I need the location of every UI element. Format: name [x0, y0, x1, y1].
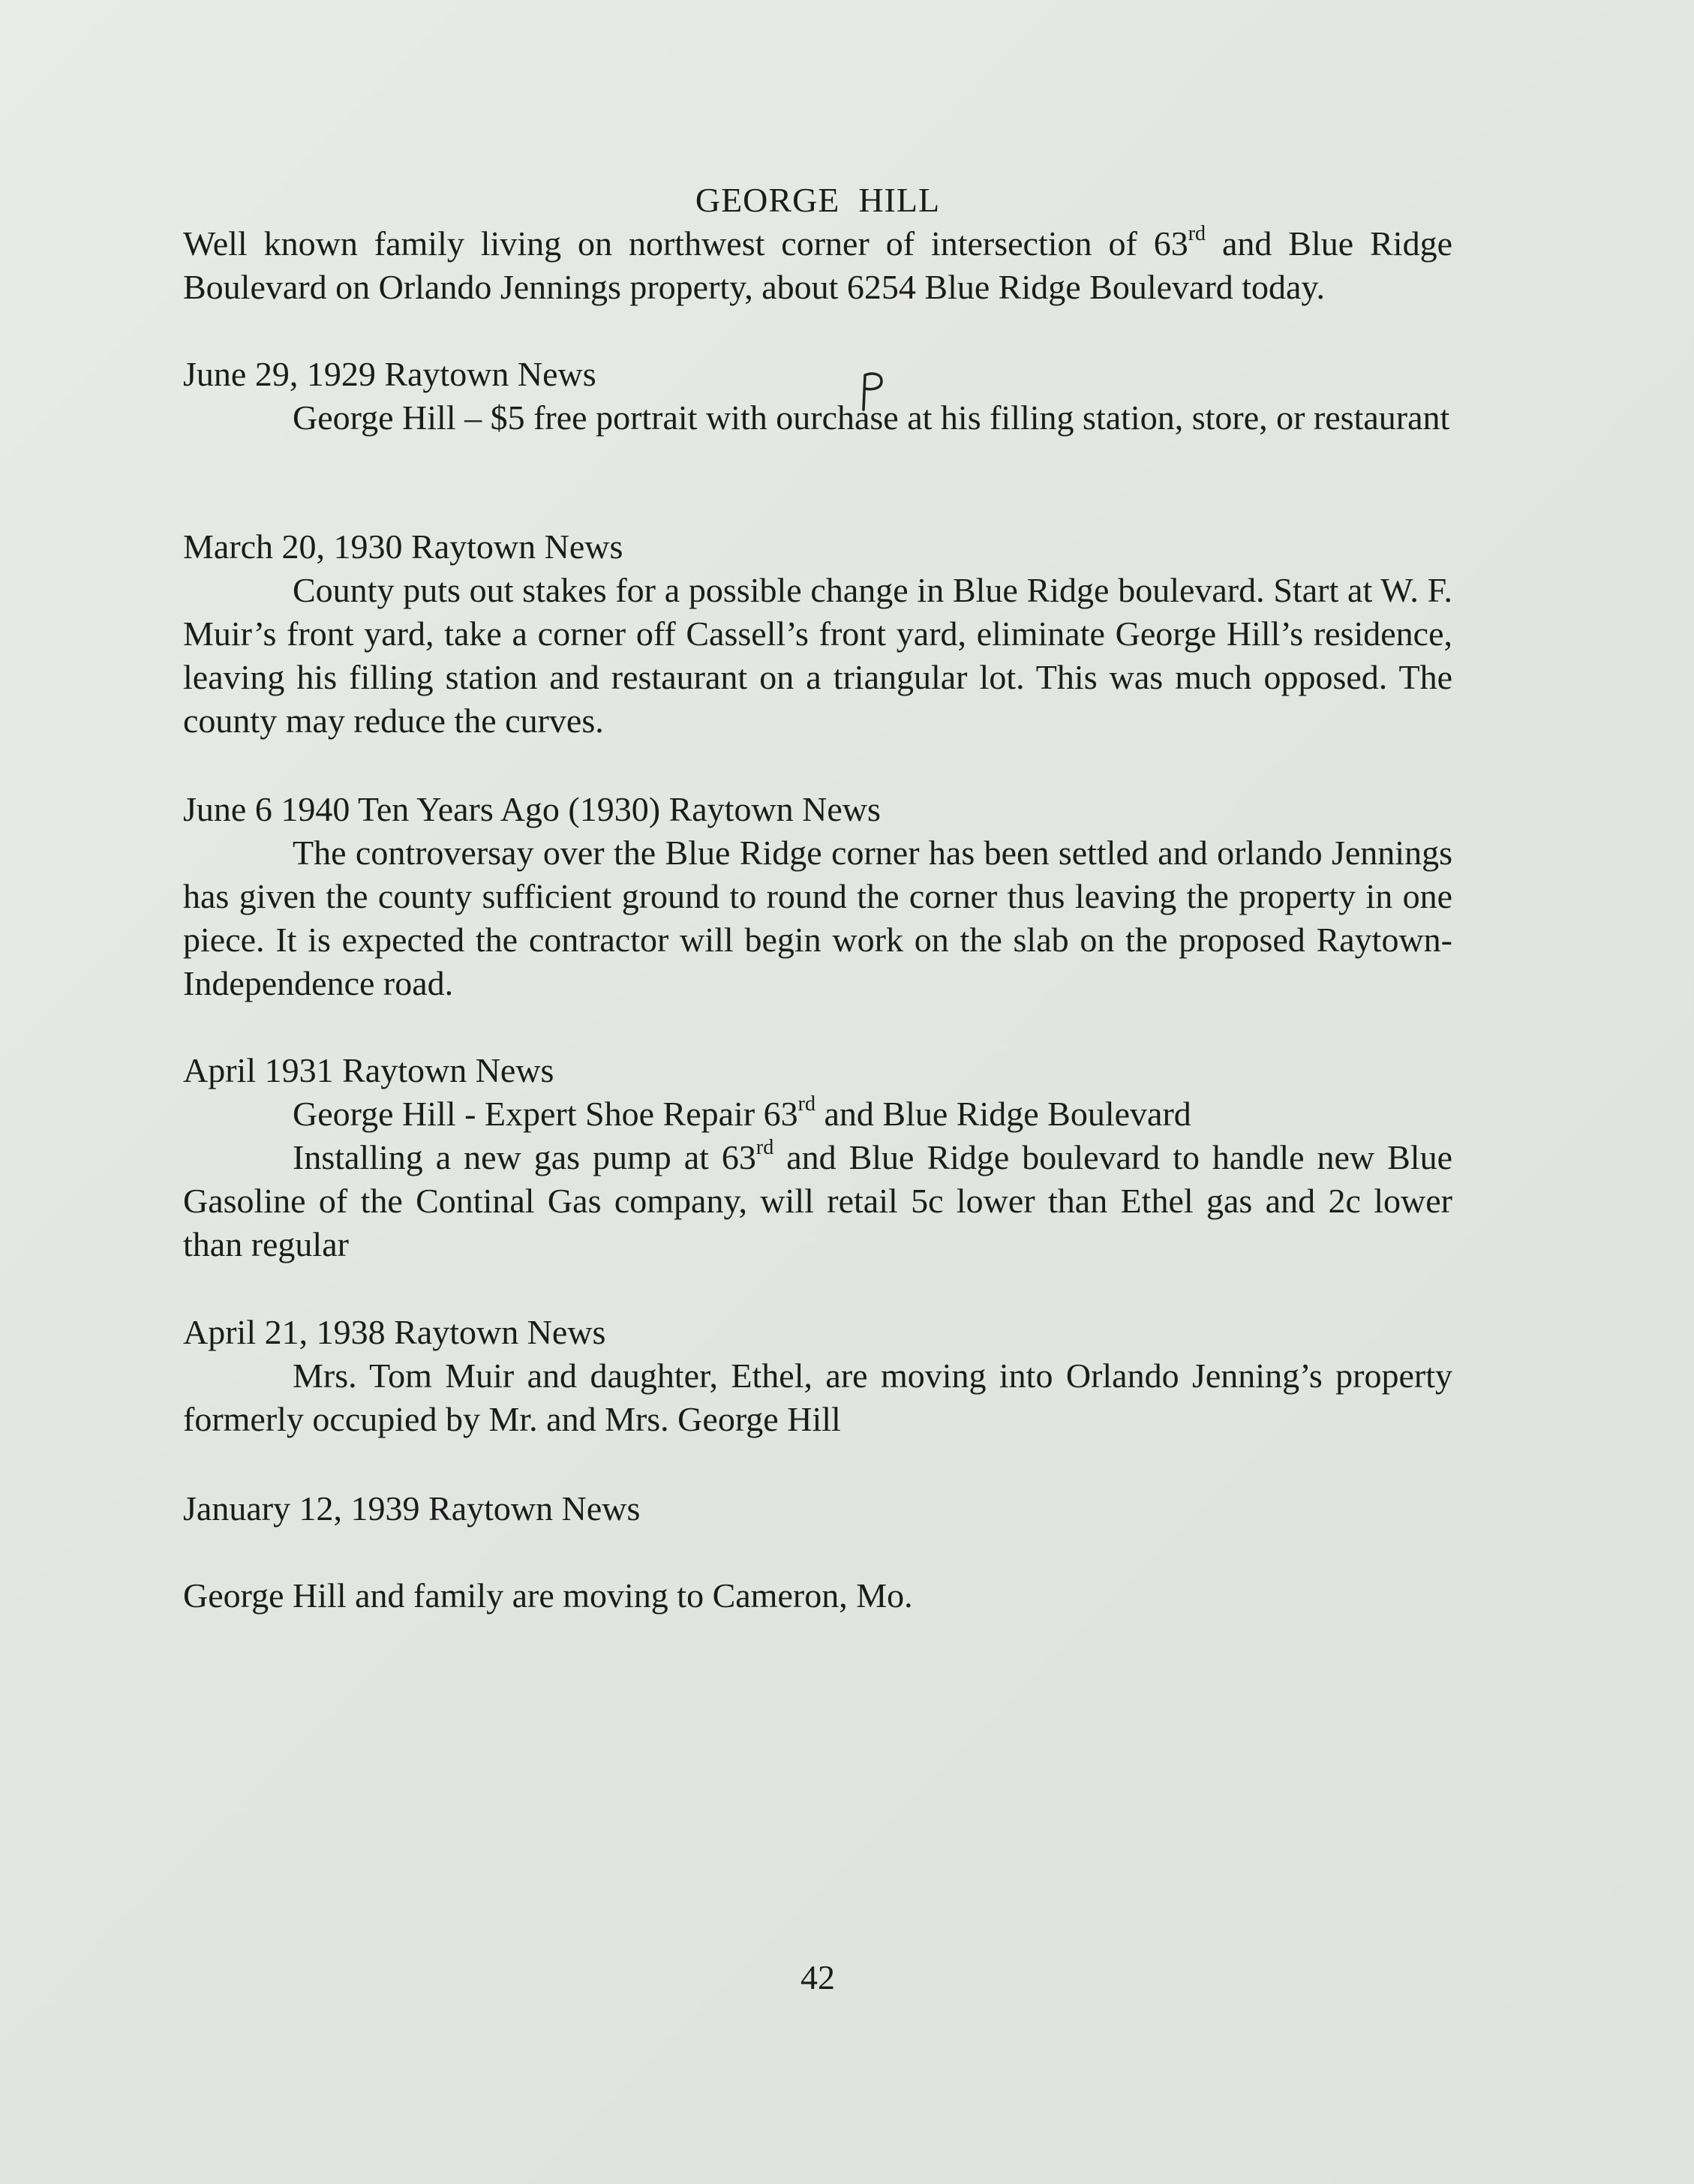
- entry-1939: [183, 1487, 1452, 1618]
- entry-heading: April 21, 1938 Raytown News: [183, 1313, 606, 1351]
- entry-1938: [183, 1311, 1452, 1441]
- entry-heading: April 1931 Raytown News: [183, 1051, 554, 1089]
- entry-text: George Hill – $5 free portrait with ourchase at his filling station, store, or restaurant: [293, 398, 1450, 437]
- entry-1940: [183, 788, 1452, 1005]
- entry-text: George Hill and family are moving to Cameron, Mo.: [183, 1576, 913, 1615]
- page-title: GEORGE HILL: [695, 181, 941, 219]
- entry-1930: [183, 525, 1452, 743]
- entry-text-line: George Hill - Expert Shoe Repair 63rd and Blue Ridge Boulevard: [293, 1092, 1191, 1133]
- entry-1929: [183, 353, 1452, 440]
- intro-text-cont: and Blue Ridge Boulevard on Orlando Jennings property, about 6254 Blue Ridge Boulevard today.: [183, 224, 1452, 306]
- ordinal-superscript: rd: [1188, 221, 1206, 245]
- entry-text: Mrs. Tom Muir and daughter, Ethel, are moving into Orlando Jenning’s property formerly occupied by Mr. and Mrs. George Hill: [183, 1356, 1452, 1438]
- entry-heading: January 12, 1939 Raytown News: [183, 1489, 641, 1528]
- entry-text: Installing a new gas pump at 63rd and Blue Ridge boulevard to handle new Blue Gasoline of the Continal Gas company, will retail 5c lower than Ethel gas and 2c lower than regular: [183, 1135, 1452, 1263]
- ordinal-superscript: rd: [755, 1135, 774, 1159]
- intro-text: Well known family living on northwest corner of intersection of 63: [183, 224, 1188, 263]
- intro-paragraph: [183, 222, 1452, 309]
- ordinal-superscript: rd: [797, 1092, 815, 1116]
- entry-heading: June 29, 1929 Raytown News: [183, 355, 596, 393]
- entry-text: County puts out stakes for a possible change in Blue Ridge boulevard. Start at W. F. Muir’s front yard, take a corner off Cassell’s front yard, eliminate George Hill’s residence, leaving his filling station and restaurant on a triangular lot. This was much opposed. The county may reduce the curves.: [183, 571, 1452, 740]
- entry-heading: March 20, 1930 Raytown News: [183, 527, 623, 566]
- entry-text: The controversay over the Blue Ridge corner has been settled and orlando Jennings has given the county sufficient ground to round the corner thus leaving the property in one piece. It is expected the contractor will begin work on the slab on the proposed Raytown-Independence road.: [183, 834, 1452, 1002]
- handwritten-p-correction: [858, 371, 888, 413]
- struck-letter: o: [776, 398, 794, 437]
- page-number: 42: [800, 1958, 835, 1996]
- entry-1931: [183, 1049, 1452, 1266]
- entry-heading: June 6 1940 Ten Years Ago (1930) Raytown News: [183, 790, 881, 828]
